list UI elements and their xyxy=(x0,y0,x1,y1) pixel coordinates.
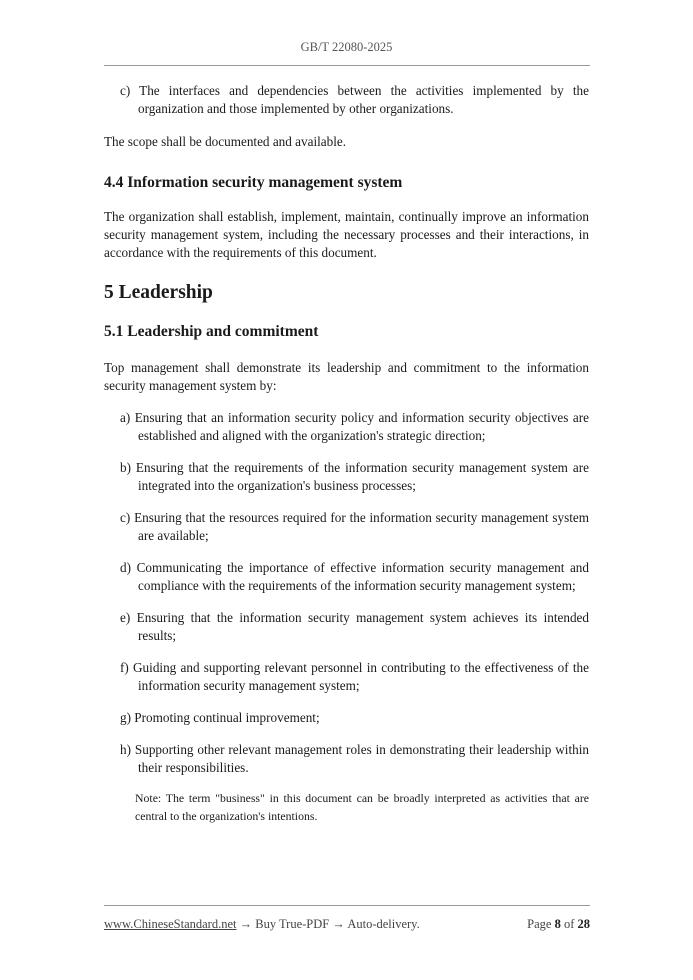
heading-4-4: 4.4 Information security management system xyxy=(104,174,403,191)
note: Note: The term "business" in this document can be broadly interpreted as activities that are central to the organization's intentions. xyxy=(135,791,589,823)
list-item-e: e) Ensuring that the information security management system achieves its intended results; xyxy=(120,610,589,643)
page-number xyxy=(527,917,590,932)
list-item-a: a) Ensuring that an information security policy and information security objectives are established and aligned with the organization's strategic direction; xyxy=(120,410,589,443)
site-link[interactable]: www.ChineseStandard.net xyxy=(104,917,237,931)
arrow-right-icon: → xyxy=(332,917,345,931)
list-item-c: c) Ensuring that the resources required for the information security management system are available; xyxy=(120,510,589,543)
heading-5: 5 Leadership xyxy=(104,282,213,303)
total-pages: 28 xyxy=(577,917,590,931)
arrow-right-icon: → xyxy=(239,917,253,931)
paragraph-4-4: The organization shall establish, implement, maintain, continually improve an information security management system, including the necessary processes and their interactions, in accordance with the requirements of this document. xyxy=(104,209,589,260)
list-item-h: h) Supporting other relevant management roles in demonstrating their leadership within their responsibilities. xyxy=(120,742,589,775)
list-item-c-prev: c) The interfaces and dependencies between the activities implemented by the organization and those implemented by other organizations. xyxy=(120,83,589,116)
page-body xyxy=(104,82,589,825)
list-item-f: f) Guiding and supporting relevant personnel in contributing to the effectiveness of the information security management system; xyxy=(120,660,589,693)
page-label: Page xyxy=(527,917,552,931)
delivery-text: Auto-delivery. xyxy=(347,917,420,931)
footer-links xyxy=(104,917,420,932)
heading-5-1: 5.1 Leadership and commitment xyxy=(104,323,319,340)
scope-statement: The scope shall be documented and available. xyxy=(104,134,347,149)
running-header: GB/T 22080-2025 xyxy=(300,40,393,54)
list-item-b: b) Ensuring that the requirements of the information security management system are integrated into the organization's business processes; xyxy=(120,460,589,493)
header-divider xyxy=(104,65,590,66)
buy-link[interactable]: Buy True-PDF xyxy=(255,917,330,931)
paragraph-5-1: Top management shall demonstrate its leadership and commitment to the information security management system by: xyxy=(104,360,589,393)
footer-divider xyxy=(104,905,590,906)
current-page: 8 xyxy=(554,917,561,931)
list-item-g: g) Promoting continual improvement; xyxy=(120,710,320,725)
list-item-d: d) Communicating the importance of effective information security management and compliance with the requirements of the information security management system; xyxy=(120,560,589,593)
of-label: of xyxy=(563,917,575,931)
